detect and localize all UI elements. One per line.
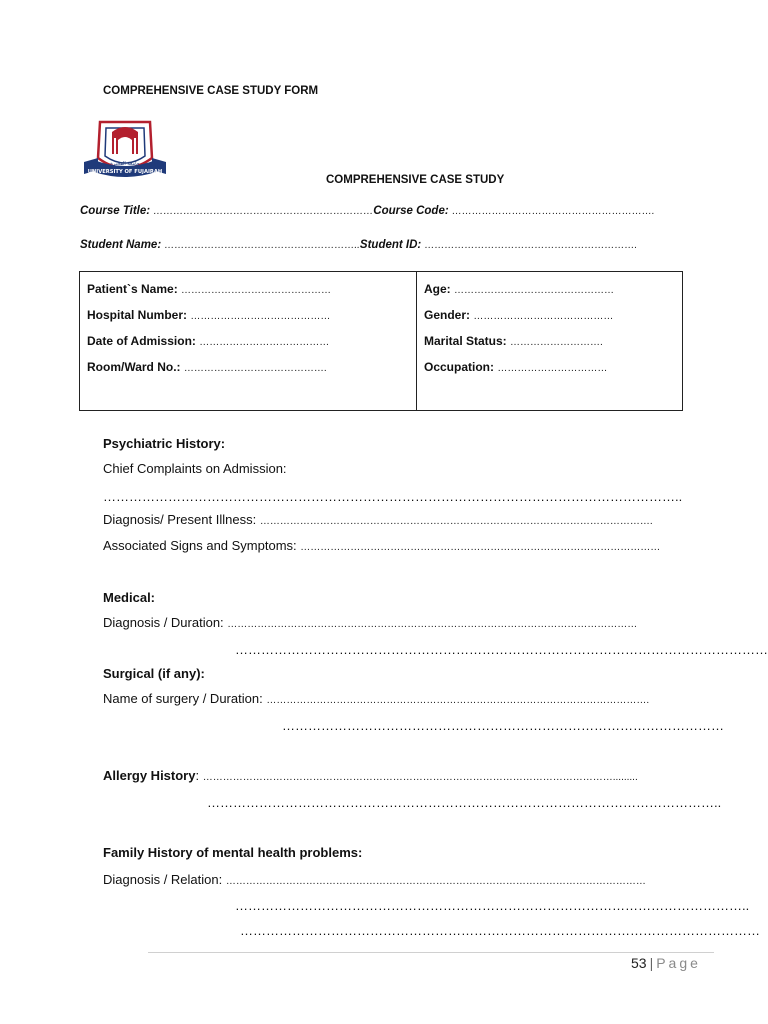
patient-name-label: Patient`s Name: <box>87 282 178 296</box>
page-separator: | <box>649 955 654 971</box>
patient-info-left-column <box>80 272 417 410</box>
surgery-label: Name of surgery / Duration: <box>103 691 263 706</box>
medical-diagnosis-field[interactable]: …………………………………………………………………………………………………………… <box>227 619 638 630</box>
signs-symptoms-row <box>103 538 660 553</box>
surgery-field[interactable]: ……………………………………………………………………………………………………. <box>266 695 650 706</box>
family-relation-field-2[interactable]: ……………………………………………………………………………………………………….. <box>235 898 750 913</box>
hospital-number-label: Hospital Number: <box>87 308 188 322</box>
course-code-label: Course Code: <box>373 205 449 217</box>
occupation-field[interactable]: …………………………… <box>497 363 608 374</box>
surgery-field-2[interactable]: ………………………………………………………………………………………… <box>282 718 724 733</box>
room-ward-field[interactable]: ……………………………………. <box>183 363 327 374</box>
present-illness-label: Diagnosis/ Present Illness: <box>103 512 257 527</box>
admission-date-label: Date of Admission: <box>87 334 196 348</box>
svg-text:UNIVERSITY OF FUJAIRAH: UNIVERSITY OF FUJAIRAH <box>87 169 163 175</box>
allergy-row <box>103 768 638 783</box>
medical-heading: Medical: <box>103 590 156 605</box>
chief-complaints-label: Chief Complaints on Admission: <box>103 461 287 476</box>
form-title: COMPREHENSIVE CASE STUDY FORM <box>103 85 319 97</box>
allergy-heading: Allergy History <box>103 768 196 783</box>
age-label: Age: <box>424 282 451 296</box>
student-line <box>80 239 637 251</box>
student-id-field[interactable]: ………………………………………………………. <box>424 240 638 251</box>
course-code-field[interactable]: ……………………………………………………. <box>451 206 655 217</box>
family-relation-row <box>103 872 646 887</box>
present-illness-row <box>103 512 653 527</box>
signs-symptoms-field[interactable]: ……………………………………………………………………………………………… <box>300 542 661 553</box>
university-logo <box>80 118 170 184</box>
family-relation-label: Diagnosis / Relation: <box>103 872 223 887</box>
hospital-number-field[interactable]: …………………………………… <box>190 311 331 322</box>
occupation-label: Occupation: <box>424 360 495 374</box>
svg-text:جامعة الفجيرة: جامعة الفجيرة <box>110 161 140 167</box>
marital-status-field[interactable]: ………………………. <box>510 337 603 348</box>
footer-divider <box>148 952 714 953</box>
signs-symptoms-label: Associated Signs and Symptoms: <box>103 538 297 553</box>
patient-info-table <box>79 271 683 411</box>
surgical-heading: Surgical (if any): <box>103 666 205 681</box>
page-footer <box>631 955 701 971</box>
allergy-field[interactable]: ……………………………………………………………………………………………………………......... <box>202 772 638 783</box>
gender-label: Gender: <box>424 308 471 322</box>
hospital-number-row <box>87 308 330 322</box>
allergy-colon: : <box>195 768 200 783</box>
medical-diagnosis-field-2[interactable]: …………………………………………………………………………………………………………… <box>235 642 768 657</box>
page-word: Page <box>656 955 701 971</box>
family-history-heading: Family History of mental health problems: <box>103 845 363 860</box>
family-relation-field[interactable]: ……………………………………………………………………………………………………………… <box>225 876 646 887</box>
admission-date-field[interactable]: ………………………………… <box>199 337 330 348</box>
marital-status-label: Marital Status: <box>424 334 507 348</box>
course-title-field[interactable]: ………………………………………………………… <box>153 206 374 217</box>
patient-info-right-column <box>417 272 682 410</box>
surgery-row <box>103 691 649 706</box>
room-ward-label: Room/Ward No.: <box>87 360 181 374</box>
marital-status-row <box>424 334 603 348</box>
gender-row <box>424 308 613 322</box>
student-name-field[interactable]: ………………………………………………….. <box>164 240 360 251</box>
psychiatric-history-heading: Psychiatric History: <box>103 436 226 451</box>
student-id-label: Student ID: <box>359 239 422 251</box>
present-illness-field[interactable]: ………………………………………………………………………………………………………. <box>259 516 653 527</box>
age-field[interactable]: ………………………………………… <box>454 285 615 296</box>
chief-complaints-field[interactable]: …………………………………………………………………………………………………………………….. <box>103 489 683 504</box>
patient-name-row <box>87 282 331 296</box>
allergy-field-2[interactable]: ……………………………………………………………………………………………………….. <box>207 795 722 810</box>
age-row <box>424 282 614 296</box>
medical-diagnosis-row <box>103 615 637 630</box>
course-title-label: Course Title: <box>80 205 151 217</box>
gender-field[interactable]: …………………………………… <box>473 311 614 322</box>
patient-name-field[interactable]: ……………………………………… <box>181 285 332 296</box>
admission-date-row <box>87 334 329 348</box>
course-line <box>80 205 655 217</box>
case-study-title: COMPREHENSIVE CASE STUDY <box>326 174 505 186</box>
family-relation-field-3[interactable]: ………………………………………………………………………………………………………… <box>240 923 760 938</box>
medical-diagnosis-label: Diagnosis / Duration: <box>103 615 224 630</box>
page-number: 53 <box>631 955 647 971</box>
room-ward-row <box>87 360 327 374</box>
student-name-label: Student Name: <box>80 239 162 251</box>
occupation-row <box>424 360 607 374</box>
